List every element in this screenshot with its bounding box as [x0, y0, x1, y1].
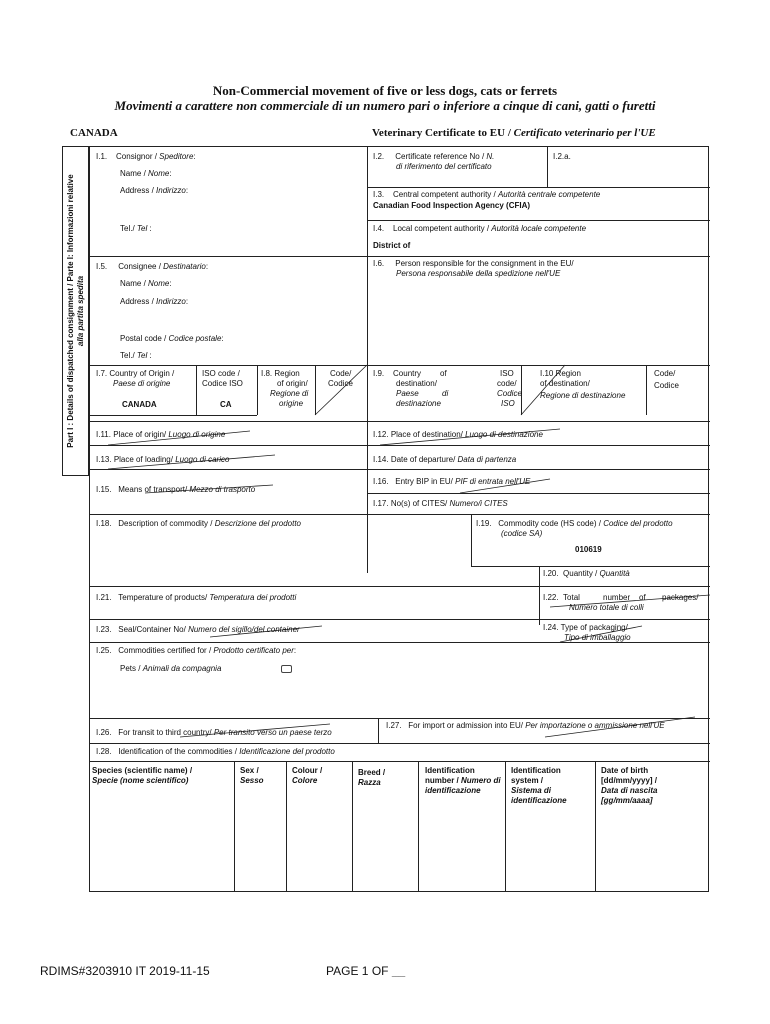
field-country-destination-of: of — [440, 369, 447, 378]
field-consignor-address: Address / Indirizzo: — [120, 186, 189, 195]
field-i2a: I.2.a. — [553, 152, 571, 161]
field-iso-origin: ISO code / — [202, 369, 240, 378]
field-total-packages: I.22. Total — [543, 593, 580, 602]
field-iso-destination-it2: ISO — [501, 399, 515, 408]
field-import-admission: I.27. For import or admission into EU/ Per importazione o ammissione nell'UE — [386, 721, 665, 730]
field-consignor: I.1. Consignor / Speditore: — [96, 152, 196, 161]
column-sex: Sex / Sesso — [240, 766, 264, 785]
field-date-departure: I.14. Date of departure/ Data di partenza — [373, 455, 517, 464]
document-title: Non-Commercial movement of five or less dogs, cats or ferrets — [212, 83, 558, 98]
central-authority-value: Canadian Food Inspection Agency (CFIA) — [373, 201, 531, 210]
country-origin-value: CANADA — [122, 400, 157, 409]
field-pets: Pets / Animali da compagnia — [120, 664, 222, 673]
field-country-destination-it: Paese — [396, 389, 419, 398]
field-certificate-reference: I.2. Certificate reference No / N. — [373, 152, 495, 161]
column-colour: Colour / Colore — [292, 766, 323, 785]
field-commodity-description: I.18. Description of commodity / Descrizione del prodotto — [96, 519, 302, 528]
field-region-origin-it: Regione di — [270, 389, 309, 398]
field-seal-container: I.23. Seal/Container No/ Numero del sigillo/del container — [96, 625, 300, 634]
column-id-number: Identification number / Numero di identificazione — [425, 766, 501, 795]
field-local-authority: I.4. Local competent authority / Autorità locale competente — [373, 224, 587, 233]
field-region-origin-code-it: Codice — [328, 379, 353, 388]
field-place-destination: I.12. Place of destination/ Luogo di destinazione — [373, 430, 543, 439]
pets-checkbox[interactable] — [281, 665, 292, 673]
field-commodity-code: I.19. Commodity code (HS code) / Codice del prodotto — [476, 519, 673, 528]
column-species: Species (scientific name) / Specie (nome scientifico) — [92, 766, 193, 785]
commodity-code-value: 010619 — [575, 545, 602, 554]
column-id-system: Identification system / Sistema di identificazione — [511, 766, 567, 805]
field-region-origin-code: Code/ — [330, 369, 352, 378]
field-country-destination-di: di — [442, 389, 449, 398]
field-country-origin: I.7. Country of Origin / — [96, 369, 175, 378]
field-region-origin: I.8. Region — [261, 369, 300, 378]
certificate-heading-en: Veterinary Certificate to EU / — [372, 127, 511, 139]
document-title-italian: Movimenti a carattere non commerciale di un numero pari o inferiore a cinque di cani, gatti o furetti — [114, 98, 656, 113]
field-place-loading: I.13. Place of loading/ Luogo di carico — [96, 455, 230, 464]
field-consignee-name: Name / Nome: — [120, 279, 172, 288]
field-consignee: I.5. Consignee / Destinatario: — [96, 262, 209, 271]
field-identification: I.28. Identification of the commodities / Identificazione del prodotto — [96, 747, 335, 756]
field-region-origin-2: of origin/ — [277, 379, 308, 388]
field-region-destination: I.10 Region — [540, 369, 581, 378]
field-region-destination-2: of destination/ — [540, 379, 590, 388]
field-central-authority: I.3. Central competent authority / Autorità centrale competente — [373, 190, 601, 199]
footer-doc-id: RDIMS#3203910 IT 2019-11-15 — [40, 964, 210, 978]
field-consignee-tel: Tel./ Tel : — [120, 351, 152, 360]
field-iso-origin-it: Codice ISO — [202, 379, 243, 388]
field-total-packages-it: Numero totale di colli — [569, 603, 644, 612]
certificate-heading — [372, 127, 656, 139]
field-commodity-code-it: (codice SA) — [501, 529, 543, 538]
column-date-of-birth: Date of birth [dd/mm/yyyy] / Data di nascita [gg/mm/aaaa] — [601, 766, 658, 805]
field-certificate-reference-it: di riferimento del certificato — [396, 162, 492, 171]
part-label-line1: Part I : Details of dispatched consignment / Parte I: Informazioni relative — [65, 174, 75, 448]
part-one-sidebar — [62, 146, 89, 476]
field-country-destination-2: destination/ — [396, 379, 437, 388]
field-region-origin-it2: origine — [279, 399, 304, 408]
field-responsible-person: I.6. Person responsible for the consignment in the EU/ — [373, 259, 574, 268]
field-packaging-type: I.24. Type of packaging/ — [543, 623, 628, 632]
part-label-line2: alla partita spedita — [75, 275, 85, 347]
field-region-destination-it: Regione di destinazione — [540, 391, 626, 400]
column-breed: Breed / Razza — [358, 768, 386, 787]
iso-origin-value: CA — [220, 400, 232, 409]
field-country-destination: I.9. Country — [373, 369, 422, 378]
field-total-packages-d: packages/ — [662, 593, 699, 602]
certificate-form — [89, 146, 709, 892]
footer-page-number: PAGE 1 OF ____ — [326, 964, 406, 978]
part-one-label — [66, 146, 86, 476]
field-cites: I.17. No(s) of CITES/ Numero/i CITES — [373, 499, 508, 508]
certificate-heading-it: Certificato veterinario per l'UE — [513, 127, 656, 139]
field-consignee-postal: Postal code / Codice postale: — [120, 334, 224, 343]
field-consignor-tel: Tel./ Tel : — [120, 224, 152, 233]
field-consignor-name: Name / Nome: — [120, 169, 172, 178]
field-country-origin-it: Paese di origine — [113, 379, 171, 388]
field-consignee-address: Address / Indirizzo: — [120, 297, 189, 306]
field-means-transport: I.15. Means of transport/ Mezzo di trasporto — [96, 485, 256, 494]
field-iso-destination: ISO — [500, 369, 514, 378]
field-iso-destination-2: code/ — [497, 379, 517, 388]
field-transit: I.26. For transit to third country/ Per transito verso un paese terzo — [96, 728, 332, 737]
field-total-packages-b: number — [603, 593, 631, 602]
field-temperature: I.21. Temperature of products/ Temperatura dei prodotti — [96, 593, 297, 602]
field-entry-bip: I.16. Entry BIP in EU/ PIF di entrata nell'UE — [373, 477, 531, 486]
field-quantity: I.20. Quantity / Quantità — [543, 569, 630, 578]
field-country-destination-it2: destinazione — [396, 399, 441, 408]
field-certified-for: I.25. Commodities certified for / Prodotto certificato per: — [96, 646, 297, 655]
field-place-origin: I.11. Place of origin/ Luogo di origine — [96, 430, 226, 439]
field-total-packages-c: of — [639, 593, 646, 602]
local-authority-value: District of — [373, 241, 411, 250]
field-iso-destination-it: Codice — [497, 389, 522, 398]
field-packaging-type-it: Tipo di imballaggio — [564, 633, 631, 642]
exporting-country: CANADA — [70, 127, 118, 139]
field-region-destination-code: Code/ — [654, 369, 676, 378]
field-responsible-person-it: Persona responsabile della spedizione nell'UE — [396, 269, 561, 278]
field-region-destination-code-it: Codice — [654, 381, 679, 390]
